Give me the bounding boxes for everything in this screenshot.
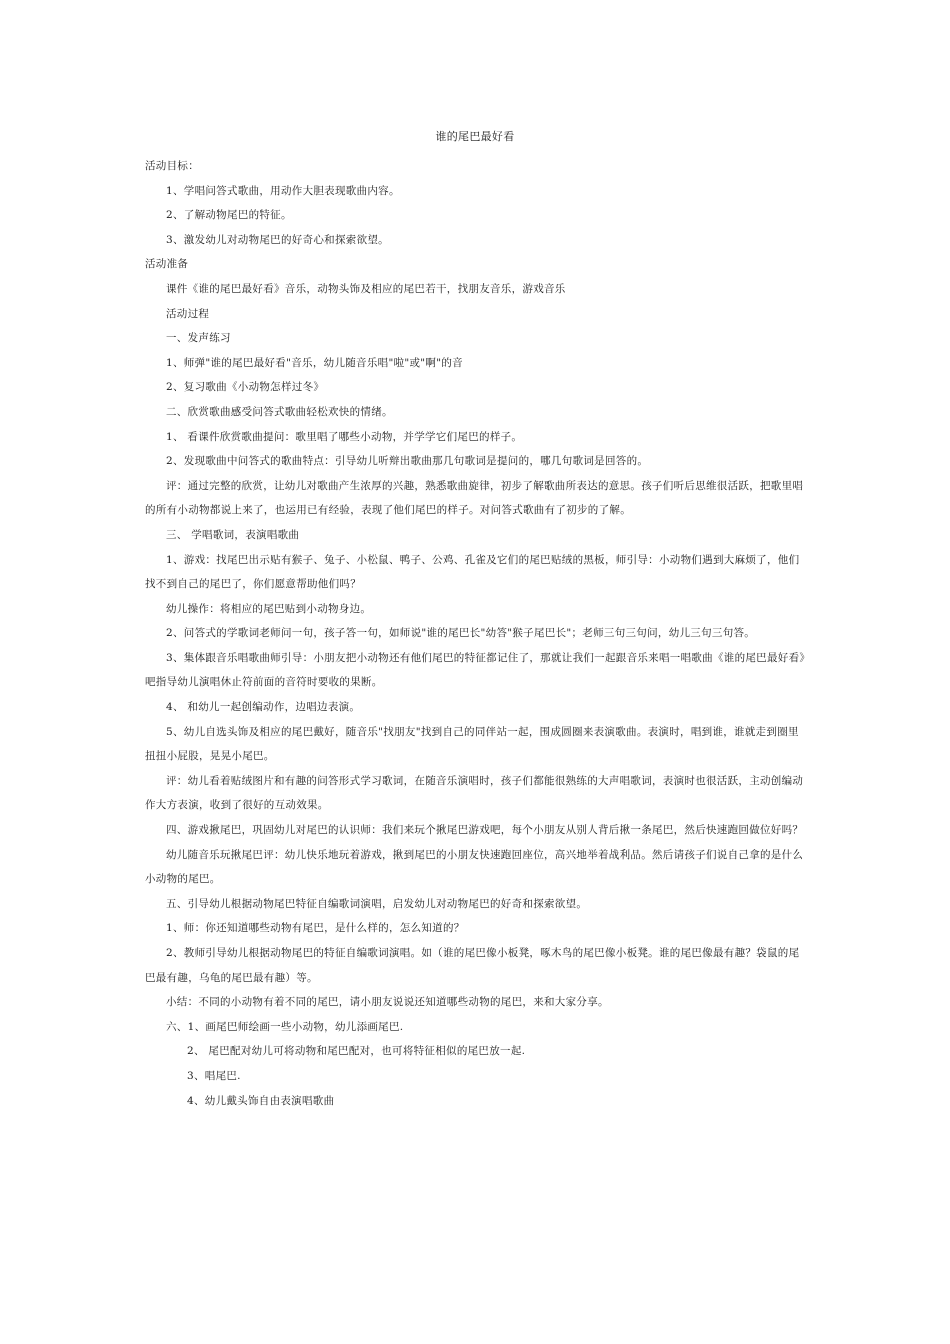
step-item: 4、 和幼儿一起创编动作，边唱边表演。 (166, 701, 361, 714)
step-item: 1、 看课件欣赏歌曲提问：歌里唱了哪些小动物，并学学它们尾巴的样子。 (166, 430, 523, 443)
step-item: 2、发现歌曲中问答式的歌曲特点：引导幼儿听辩出歌曲那几句歌词是提问的，哪几句歌词是回答的。 (166, 455, 649, 468)
section-heading-goals: 活动目标： (145, 160, 199, 172)
comment-paragraph: 评：幼儿看着贴绒图片和有趣的问答形式学习歌词，在随音乐演唱时，孩子们都能很熟练的大声唱歌词，表演时也很活跃，主动创编动作大方表演，收到了很好的互动效果。 (145, 774, 804, 812)
preparation-text: 课件《谁的尾巴最好看》音乐，动物头饰及相应的尾巴若干，找朋友音乐，游戏音乐 (166, 282, 566, 295)
step-item: 2、 尾巴配对幼儿可将动物和尾巴配对，也可将特征相似的尾巴放一起. (187, 1045, 526, 1058)
step-item: 2、复习歌曲《小动物怎样过冬》 (166, 381, 325, 394)
comment-paragraph: 评：通过完整的欣赏，让幼儿对歌曲产生浓厚的兴趣，熟悉歌曲旋律，初步了解歌曲所表达的意思。孩子们听后思维很活跃，把歌里唱的所有小动物都说上来了，也运用已有经验，表现了他们尾巴的样子。对问答式歌曲有了初步的了解。 (145, 479, 804, 517)
goal-item: 2、了解动物尾巴的特征。 (166, 209, 292, 222)
document-body (145, 154, 805, 1113)
document-title: 谁的尾巴最好看 (435, 130, 515, 143)
step-item: 5、幼儿自选头饰及相应的尾巴戴好，随音乐"找朋友"找到自己的同伴站一起，围成圆圈来表演歌曲。表演时，唱到谁，谁就走到圈里扭扭小屁股，晃晃小尾巴。 (145, 725, 799, 763)
section-heading-preparation: 活动准备 (145, 258, 189, 271)
step-heading: 二、欣赏歌曲感受问答式歌曲轻松欢快的情绪。 (166, 405, 393, 418)
step-item: 4、幼儿戴头饰自由表演唱歌曲 (187, 1094, 335, 1107)
step-heading: 三、 学唱歌词，表演唱歌曲 (166, 528, 300, 541)
step-item: 2、问答式的学歌词老师问一句，孩子答一句，如师说"谁的尾巴长"幼答"猴子尾巴长"；老师三句三句问，幼儿三句三句答。 (166, 627, 756, 640)
section-heading-process: 活动过程 (166, 307, 210, 320)
step-item: 幼儿操作：将相应的尾巴贴到小动物身边。 (166, 602, 372, 615)
step-item: 3、集体跟音乐唱歌曲师引导：小朋友把小动物还有他们尾巴的特征都记住了，那就让我们一起跟音乐来唱一唱歌曲《谁的尾巴最好看》吧指导幼儿演唱休止符前面的音符时要收的果断。 (145, 651, 805, 689)
step-heading: 四、游戏揪尾巴，巩固幼儿对尾巴的认识师：我们来玩个揪尾巴游戏吧，每个小朋友从别人背后揪一条尾巴，然后快速跑回做位好吗？ (166, 824, 804, 837)
goal-item: 3、激发幼儿对动物尾巴的好奇心和探索欲望。 (166, 233, 389, 246)
step-heading: 一、发声练习 (166, 332, 231, 345)
summary-paragraph: 小结：不同的小动物有着不同的尾巴，请小朋友说说还知道哪些动物的尾巴，来和大家分享。 (166, 996, 609, 1009)
step-item: 1、游戏：找尾巴出示贴有猴子、兔子、小松鼠、鸭子、公鸡、孔雀及它们的尾巴贴绒的黑板，师引导：小动物们遇到大麻烦了，他们找不到自己的尾巴了，你们愿意帮助他们吗？ (145, 553, 800, 591)
step-heading: 六、1、画尾巴师绘画一些小动物，幼儿添画尾巴. (166, 1020, 404, 1033)
step-item: 2、教师引导幼儿根据动物尾巴的特征自编歌词演唱。如（谁的尾巴像小板凳，啄木鸟的尾巴像小板凳。谁的尾巴像最有趣？袋鼠的尾巴最有趣，乌龟的尾巴最有趣）等。 (145, 947, 800, 984)
step-item: 1、师：你还知道哪些动物有尾巴，是什么样的，怎么知道的？ (166, 922, 465, 935)
goal-item: 1、学唱问答式歌曲，用动作大胆表现歌曲内容。 (166, 184, 400, 197)
step-item: 1、师弹"谁的尾巴最好看"音乐，幼儿随音乐唱"啦"或"啊"的音 (166, 356, 463, 369)
comment-paragraph: 幼儿随音乐玩揪尾巴评：幼儿快乐地玩着游戏，揪到尾巴的小朋友快速跑回座位，高兴地举着战利品。然后请孩子们说自己拿的是什么小动物的尾巴。 (145, 848, 804, 886)
step-item: 3、唱尾巴. (187, 1069, 241, 1082)
step-heading: 五、引导幼儿根据动物尾巴特征自编歌词演唱，启发幼儿对动物尾巴的好奇和探索欲望。 (166, 897, 588, 910)
